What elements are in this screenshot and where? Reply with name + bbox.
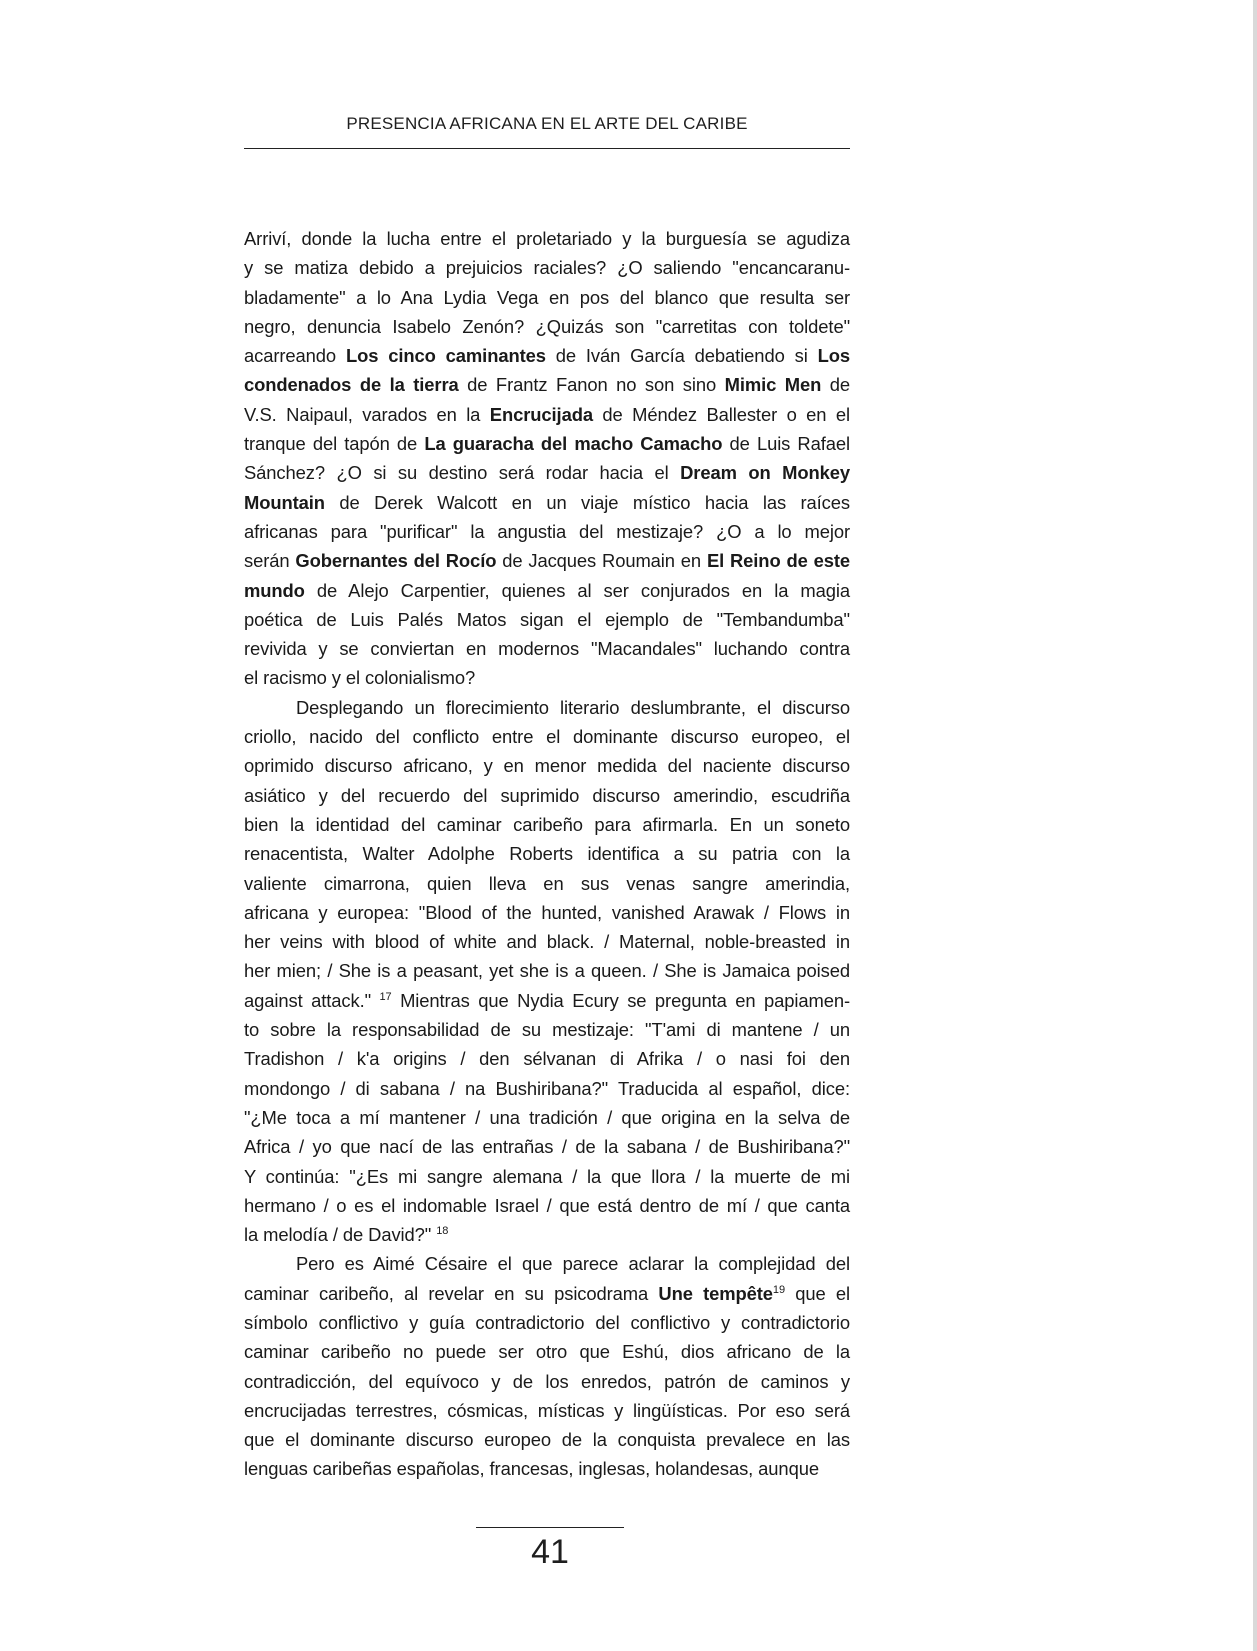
text-line (244, 1454, 850, 1483)
text-line (244, 1279, 850, 1308)
text-run: poética de Luis Palés Matos sigan el ejemplo de "Tembandumba" (244, 608, 850, 630)
text-line (244, 1425, 850, 1454)
text-run: asiático y del recuerdo del suprimido discurso amerindio, escudriña (244, 784, 850, 806)
text-line (244, 1103, 850, 1132)
work-title: Dream on Monkey (680, 462, 851, 484)
text-run: "¿Me toca a mí mantener / una tradición / que origina en la selva de (244, 1106, 850, 1128)
text-run: que el dominante discurso europeo de la conquista prevalece en las (244, 1429, 850, 1451)
text-line (244, 370, 850, 399)
text-run: to sobre la responsabilidad de su mestizaje: "T'ami di mantene / un (244, 1019, 850, 1041)
text-run: Sánchez? ¿O si su destino será rodar hacia el (244, 462, 681, 484)
text-run: de Luis Rafael (722, 433, 850, 455)
text-line (244, 400, 850, 429)
footnote-ref: 17 (379, 990, 392, 1003)
text-run: símbolo conflictivo y guía contradictorio del conflictivo y contradictorio (244, 1311, 850, 1333)
text-run: acarreando (244, 345, 346, 367)
work-title: Encrucijada (489, 403, 593, 425)
text-run: bien la identidad del caminar caribeño para afirmarla. En un soneto (244, 813, 850, 835)
text-run: africanas para "purificar" la angustia del mestizaje? ¿O a lo mejor (244, 520, 850, 542)
text-run: Arriví, donde la lucha entre el proletariado y la burguesía se agudiza (244, 228, 850, 249)
footnote-ref: 18 (436, 1224, 449, 1237)
text-line (244, 458, 850, 487)
text-line (244, 898, 850, 927)
work-title: mundo (244, 579, 305, 601)
text-run: encrucijadas terrestres, cósmicas, místicas y lingüísticas. Por eso será (244, 1399, 850, 1421)
text-line (244, 1044, 850, 1073)
text-run: mondongo / di sabana / na Bushiribana?" Traducida al español, dice: (244, 1077, 850, 1099)
text-line (244, 224, 850, 253)
text-line (244, 839, 850, 868)
text-line (244, 1337, 850, 1366)
text-run: de (821, 374, 851, 396)
paragraph (244, 224, 850, 693)
text-line (244, 517, 850, 546)
text-run: de Méndez Ballester o en el (592, 403, 851, 425)
text-line (244, 546, 850, 575)
text-run: caminar caribeño no puede ser otro que Eshú, dios africano de la (244, 1341, 850, 1363)
text-run: Pero es Aimé Césaire el que parece aclarar la complejidad del (296, 1253, 850, 1275)
text-run: de Derek Walcott en un viaje místico hacia las raíces (324, 491, 850, 513)
text-line (244, 634, 850, 663)
text-run: her mien; / She is a peasant, yet she is a queen. / She is Jamaica poised (244, 960, 850, 982)
text-run: de Alejo Carpentier, quienes al ser conjurados en la magia (304, 579, 850, 601)
work-title: El Reino de este (706, 550, 850, 572)
text-line (244, 869, 850, 898)
text-line (244, 722, 850, 751)
text-run: renacentista, Walter Adolphe Roberts identifica a su patria con la (244, 843, 850, 865)
work-title: Mountain (244, 491, 325, 513)
paragraph (244, 1249, 850, 1483)
work-title: Los cinco caminantes (345, 345, 546, 367)
work-title: La guaracha del macho Camacho (424, 433, 723, 455)
body-text (244, 224, 850, 1484)
text-line (244, 956, 850, 985)
text-line (244, 1220, 850, 1249)
text-run: y se matiza debido a prejuicios raciales? ¿O saliendo "encancaranu- (244, 257, 850, 279)
text-run: de Jacques Roumain en (496, 550, 707, 572)
text-line (244, 1015, 850, 1044)
footnote-ref: 19 (772, 1283, 785, 1296)
page-number: 41 (531, 1533, 569, 1571)
text-line (244, 663, 850, 692)
text-line (244, 693, 850, 722)
text-line (244, 1396, 850, 1425)
text-line (244, 576, 850, 605)
text-line (244, 312, 850, 341)
paragraph (244, 693, 850, 1250)
text-run: her veins with blood of white and black. / Maternal, noble-breasted in (244, 931, 850, 953)
text-line (244, 488, 850, 517)
text-run: V.S. Naipaul, varados en la (244, 403, 490, 425)
text-run: Desplegando un florecimiento literario deslumbrante, el discurso (296, 696, 850, 718)
text-line (244, 1132, 850, 1161)
text-line (244, 283, 850, 312)
text-run: Africa / yo que nací de las entrañas / de la sabana / de Bushiribana?" (244, 1136, 850, 1158)
text-run: que el (784, 1282, 850, 1304)
page-edge (1253, 0, 1257, 1651)
text-line (244, 810, 850, 839)
text-line (244, 1367, 850, 1396)
footer-rule (476, 1527, 624, 1528)
running-header: PRESENCIA AFRICANA EN EL ARTE DEL CARIBE (346, 114, 748, 133)
text-run: africana y europea: "Blood of the hunted, vanished Arawak / Flows in (244, 901, 850, 923)
text-run: contradicción, del equívoco y de los enredos, patrón de caminos y (244, 1370, 850, 1392)
text-run: criollo, nacido del conflicto entre el dominante discurso europeo, el (244, 726, 850, 748)
text-line (244, 927, 850, 956)
text-run: de Frantz Fanon no son sino (458, 374, 725, 396)
text-run: negro, denuncia Isabelo Zenón? ¿Quizás son "carretitas con toldete" (244, 315, 850, 337)
text-line (244, 253, 850, 282)
text-run: tranque del tapón de (244, 433, 425, 455)
text-run: lenguas caribeñas españolas, francesas, inglesas, holandesas, aunque (244, 1458, 819, 1480)
text-run: revivida y se conviertan en modernos "Macandales" luchando contra (244, 638, 850, 660)
work-title: Une tempête (658, 1282, 773, 1304)
text-line (244, 1162, 850, 1191)
header-rule (244, 148, 850, 149)
work-title: Mimic Men (724, 374, 822, 396)
work-title: condenados de la tierra (244, 374, 459, 396)
text-line (244, 341, 850, 370)
text-line (244, 605, 850, 634)
text-line (244, 1249, 850, 1278)
text-line (244, 1191, 850, 1220)
text-run: Mientras que Nydia Ecury se pregunta en papiamen- (391, 989, 850, 1011)
work-title: Gobernantes del Rocío (295, 550, 497, 572)
text-line (244, 751, 850, 780)
text-line (244, 1074, 850, 1103)
text-run: Y continúa: "¿Es mi sangre alemana / la que llora / la muerte de mi (244, 1165, 850, 1187)
text-line (244, 986, 850, 1015)
text-run: caminar caribeño, al revelar en su psicodrama (244, 1282, 659, 1304)
text-line (244, 1308, 850, 1337)
text-run: oprimido discurso africano, y en menor medida del naciente discurso (244, 755, 850, 777)
text-line (244, 429, 850, 458)
text-run: el racismo y el colonialismo? (244, 667, 476, 689)
text-run: Tradishon / k'a origins / den sélvanan di Afrika / o nasi foi den (244, 1048, 850, 1070)
text-run: hermano / o es el indomable Israel / que está dentro de mí / que canta (244, 1194, 850, 1216)
text-line (244, 781, 850, 810)
text-run: valiente cimarrona, quien lleva en sus venas sangre amerindia, (244, 872, 850, 894)
text-run: serán (244, 550, 296, 572)
text-run: bladamente" a lo Ana Lydia Vega en pos del blanco que resulta ser (244, 286, 850, 308)
work-title: Los (817, 345, 850, 367)
text-run: la melodía / de David?" (244, 1224, 437, 1246)
text-run: de Iván García debatiendo si (545, 345, 818, 367)
text-run: against attack." (244, 989, 380, 1011)
